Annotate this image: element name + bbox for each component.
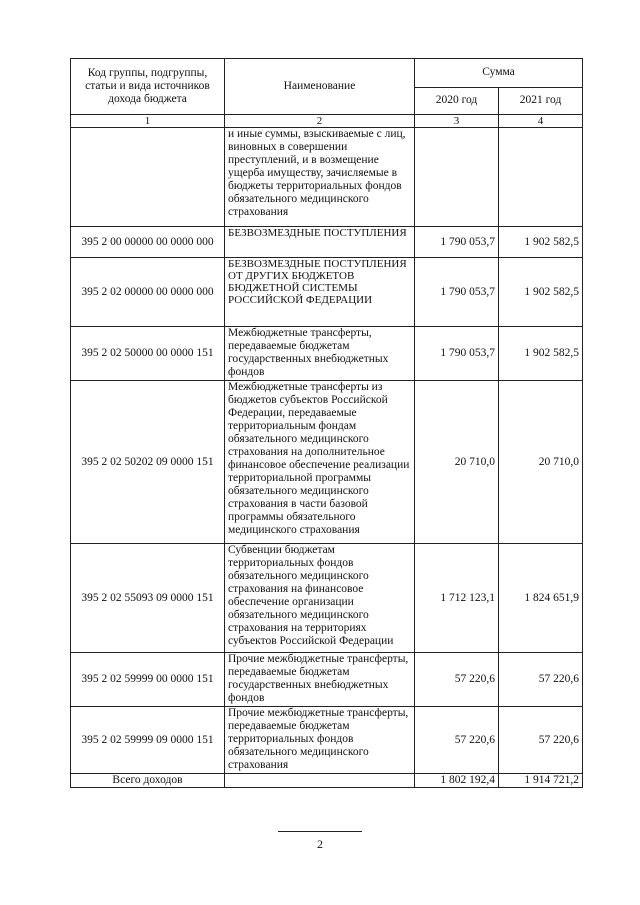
column-number-3: 3 [415, 115, 499, 128]
row-amount-2021: 20 710,0 [499, 381, 583, 544]
table-row [71, 327, 583, 381]
sum-column-header: Сумма [415, 59, 583, 88]
row-code [71, 128, 225, 227]
header-row [71, 59, 583, 88]
row-amount-2021 [499, 128, 583, 227]
row-amount-2021: 1 824 651,9 [499, 544, 583, 653]
row-amount-2020: 1 712 123,1 [415, 544, 499, 653]
row-code: 395 2 02 50202 09 0000 151 [71, 381, 225, 544]
page-number: 2 [317, 837, 323, 851]
footer-divider [278, 831, 362, 832]
code-column-header: Код группы, подгруппы, статьи и вида источников дохода бюджета [71, 59, 225, 115]
table-row [71, 381, 583, 544]
table-row [71, 653, 583, 707]
year-2021-header: 2021 год [499, 87, 583, 115]
table-row [71, 544, 583, 653]
total-name-empty-cell [225, 774, 415, 788]
row-amount-2020 [415, 128, 499, 227]
row-code: 395 2 02 55093 09 0000 151 [71, 544, 225, 653]
row-code: 395 2 02 00000 00 0000 000 [71, 258, 225, 327]
row-code: 395 2 02 50000 00 0000 151 [71, 327, 225, 381]
year-2020-header: 2020 год [415, 87, 499, 115]
row-amount-2021: 1 902 582,5 [499, 227, 583, 258]
row-amount-2020: 57 220,6 [415, 653, 499, 707]
column-number-2: 2 [225, 115, 415, 128]
budget-revenue-table [70, 58, 583, 788]
row-name: Прочие межбюджетные трансферты, передаваемые бюджетам территориальных фондов обязательного медицинского страхования [225, 707, 415, 774]
total-label: Всего доходов [71, 774, 225, 788]
total-amount-2021: 1 914 721,2 [499, 774, 583, 788]
row-amount-2021: 57 220,6 [499, 653, 583, 707]
row-name: Межбюджетные трансферты из бюджетов субъектов Российской Федерации, передаваемые территориальным фондам обязательного медицинского страхования на дополнительное финансовое обеспечение реализации территориальной программы обязательного медицинского страхования в части базовой программы обязательного медицинского страхования [225, 381, 415, 544]
row-amount-2020: 1 790 053,7 [415, 327, 499, 381]
row-code: 395 2 02 59999 09 0000 151 [71, 707, 225, 774]
column-number-row [71, 115, 583, 128]
table-row [71, 227, 583, 258]
row-amount-2020: 20 710,0 [415, 381, 499, 544]
row-amount-2021: 57 220,6 [499, 707, 583, 774]
total-amount-2020: 1 802 192,4 [415, 774, 499, 788]
row-name: и иные суммы, взыскиваемые с лиц, виновных в совершении преступлений, и в возмещение ущерба имуществу, зачисляемые в бюджеты территориальных фондов обязательного медицинского страхования [225, 128, 415, 227]
column-number-4: 4 [499, 115, 583, 128]
row-name: БЕЗВОЗМЕЗДНЫЕ ПОСТУПЛЕНИЯ [225, 227, 415, 258]
row-code: 395 2 02 59999 00 0000 151 [71, 653, 225, 707]
row-code: 395 2 00 00000 00 0000 000 [71, 227, 225, 258]
row-name: Межбюджетные трансферты, передаваемые бюджетам государственных внебюджетных фондов [225, 327, 415, 381]
total-row [71, 774, 583, 788]
table-row [71, 128, 583, 227]
column-number-1: 1 [71, 115, 225, 128]
name-column-header: Наименование [225, 59, 415, 115]
table-row [71, 707, 583, 774]
row-name: БЕЗВОЗМЕЗДНЫЕ ПОСТУПЛЕНИЯ ОТ ДРУГИХ БЮДЖЕТОВ БЮДЖЕТНОЙ СИСТЕМЫ РОССИЙСКОЙ ФЕДЕРАЦИИ [225, 258, 415, 327]
row-amount-2021: 1 902 582,5 [499, 327, 583, 381]
table-row [71, 258, 583, 327]
row-name: Субвенции бюджетам территориальных фондов обязательного медицинского страхования на финансовое обеспечение организации обязательного медицинского страхования на территориях субъектов Российской Федерации [225, 544, 415, 653]
row-amount-2020: 1 790 053,7 [415, 258, 499, 327]
row-amount-2020: 1 790 053,7 [415, 227, 499, 258]
row-amount-2020: 57 220,6 [415, 707, 499, 774]
row-amount-2021: 1 902 582,5 [499, 258, 583, 327]
row-name: Прочие межбюджетные трансферты, передаваемые бюджетам государственных внебюджетных фондов [225, 653, 415, 707]
